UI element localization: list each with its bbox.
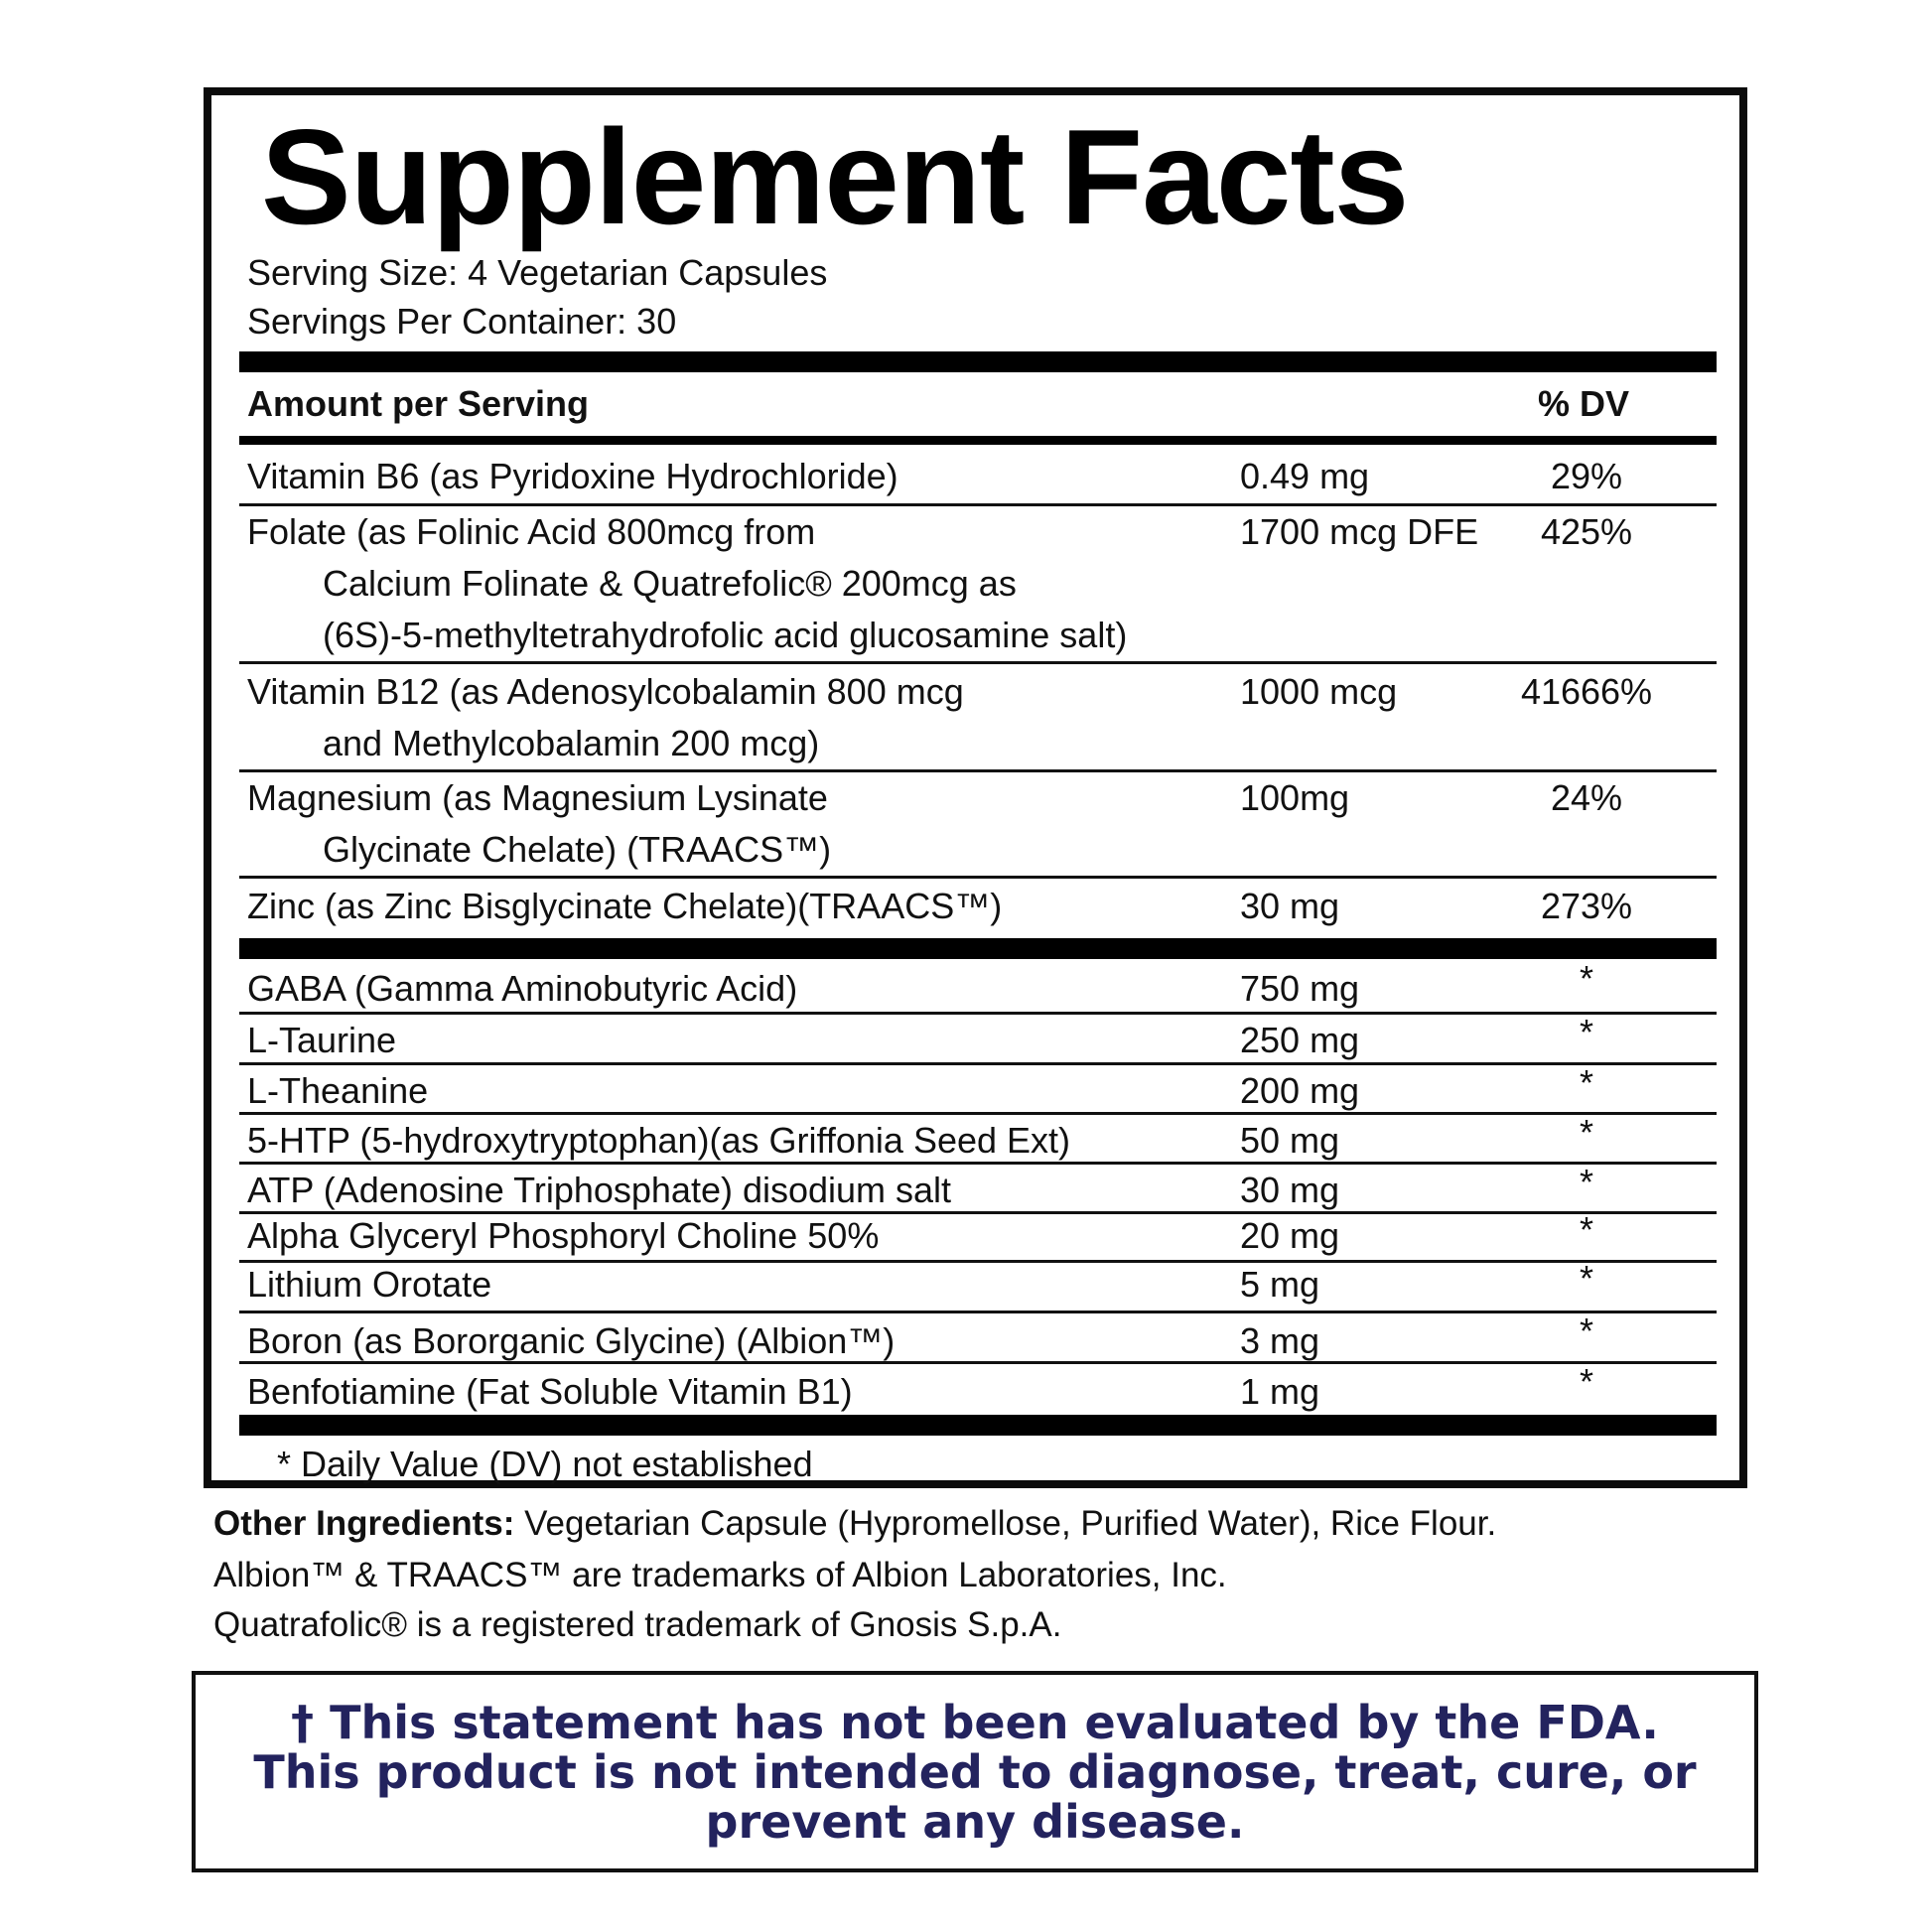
ingredient-row (239, 1209, 1717, 1263)
panel-title: Supplement Facts (261, 101, 1409, 252)
nutrient-name: Vitamin B12 (as Adenosylcobalamin 800 mcg (247, 671, 964, 712)
ingredient-name: Lithium Orotate (247, 1264, 492, 1305)
nutrient-row (239, 879, 1717, 938)
thick-divider-middle (239, 938, 1717, 959)
fda-disclaimer-box (192, 1671, 1758, 1872)
other-ingredients (213, 1499, 1496, 1549)
ingredient-row (239, 1012, 1717, 1065)
nutrient-dv: 29% (1550, 456, 1623, 496)
ingredient-name: 5-HTP (5-hydroxytryptophan)(as Griffonia Seed Ext) (247, 1120, 1071, 1161)
nutrient-dv: 425% (1540, 511, 1633, 552)
ingredient-amount: 5 mg (1240, 1264, 1320, 1305)
ingredient-row (239, 1162, 1717, 1214)
ingredient-row (239, 1258, 1717, 1313)
amount-per-serving-header: Amount per Serving (247, 383, 590, 424)
ingredient-dv: * (1579, 1311, 1594, 1351)
fda-disclaimer: † This statement has not been evaluated by the FDA. This product is not intended to diagnose, treat, cure, or prevent any disease. (253, 1695, 1697, 1849)
nutrient-amount: 0.49 mg (1240, 456, 1370, 496)
trademark-albion: Albion™ & TRAACS™ are trademarks of Albion Laboratories, Inc. (213, 1556, 1227, 1594)
ingredient-dv: * (1579, 1258, 1594, 1299)
ingredient-amount: 1 mg (1240, 1371, 1320, 1412)
nutrient-name: Folate (as Folinic Acid 800mcg from (247, 511, 816, 552)
thick-divider-top (239, 351, 1717, 372)
dv-footnote: * Daily Value (DV) not established (277, 1444, 813, 1484)
ingredient-amount: 50 mg (1240, 1120, 1340, 1161)
ingredient-amount: 200 mg (1240, 1070, 1360, 1111)
ingredient-dv: * (1579, 1062, 1594, 1103)
dv-header: % DV (1537, 383, 1630, 424)
ingredient-dv: * (1579, 1012, 1594, 1052)
ingredient-dv: * (1579, 1209, 1594, 1250)
other-ingredients-label: Other Ingredients: (213, 1504, 515, 1543)
nutrient-name-cont: Calcium Folinate & Quatrefolic® 200mcg as (323, 563, 1017, 604)
other-ingredients-text: Vegetarian Capsule (Hypromellose, Purified Water), Rice Flour. (514, 1504, 1497, 1543)
ingredient-amount: 3 mg (1240, 1320, 1320, 1361)
ingredient-dv: * (1579, 1361, 1594, 1402)
nutrient-dv: 41666% (1520, 671, 1653, 712)
ingredient-dv: * (1579, 1162, 1594, 1202)
ingredient-dv: * (1579, 1112, 1594, 1153)
ingredient-name: GABA (Gamma Aminobutyric Acid) (247, 968, 798, 1009)
nutrient-row (239, 445, 1717, 506)
ingredient-name: Boron (as Bororganic Glycine) (Albion™) (247, 1320, 896, 1361)
serving-size: Serving Size: 4 Vegetarian Capsules (247, 252, 828, 293)
nutrient-dv: 273% (1540, 886, 1633, 926)
thick-divider-bottom (239, 1415, 1717, 1436)
nutrient-name: Magnesium (as Magnesium Lysinate (247, 777, 828, 818)
ingredient-amount: 250 mg (1240, 1020, 1360, 1060)
nutrient-row (239, 772, 1717, 879)
ingredient-name: L-Theanine (247, 1070, 429, 1111)
nutrient-name: Vitamin B6 (as Pyridoxine Hydrochloride) (247, 456, 898, 496)
nutrient-amount: 100mg (1240, 777, 1350, 818)
ingredient-row (239, 1062, 1717, 1115)
ingredient-row (239, 1313, 1717, 1364)
nutrient-name-cont: (6S)-5-methyltetrahydrofolic acid glucosamine salt) (323, 615, 1128, 655)
ingredient-amount: 30 mg (1240, 1170, 1340, 1210)
nutrient-name: Zinc (as Zinc Bisglycinate Chelate)(TRAACS™) (247, 886, 1003, 926)
ingredient-amount: 20 mg (1240, 1215, 1340, 1256)
nutrient-dv: 24% (1550, 777, 1623, 818)
supplement-facts-panel (204, 87, 1747, 1488)
trademark-quatrafolic: Quatrafolic® is a registered trademark of Gnosis S.p.A. (213, 1605, 1062, 1644)
medium-divider (239, 436, 1717, 445)
nutrient-name-cont: and Methylcobalamin 200 mcg) (323, 723, 820, 763)
nutrient-amount: 1700 mcg DFE (1240, 511, 1479, 552)
nutrient-amount: 30 mg (1240, 886, 1340, 926)
nutrient-row (239, 664, 1717, 772)
ingredient-name: Alpha Glyceryl Phosphoryl Choline 50% (247, 1215, 880, 1256)
ingredient-row (239, 1361, 1717, 1414)
ingredient-dv: * (1579, 958, 1594, 999)
servings-per-container: Servings Per Container: 30 (247, 301, 677, 342)
nutrient-name-cont: Glycinate Chelate) (TRAACS™) (323, 829, 832, 870)
ingredient-row (239, 1112, 1717, 1165)
ingredient-amount: 750 mg (1240, 968, 1360, 1009)
nutrient-row (239, 506, 1717, 664)
ingredient-name: ATP (Adenosine Triphosphate) disodium salt (247, 1170, 952, 1210)
ingredient-row (239, 959, 1717, 1015)
ingredient-name: L-Taurine (247, 1020, 397, 1060)
ingredient-name: Benfotiamine (Fat Soluble Vitamin B1) (247, 1371, 853, 1412)
nutrient-amount: 1000 mcg (1240, 671, 1398, 712)
